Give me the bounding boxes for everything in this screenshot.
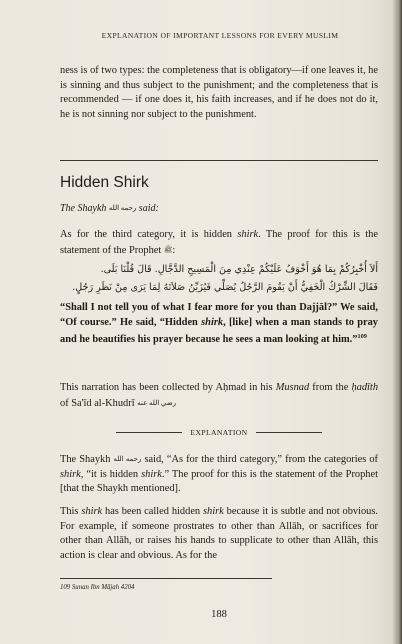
- proof-paragraph: As for the third category, it is hidden shirk. The proof for this is the statement of the Prophet ﷺ:: [60, 229, 378, 256]
- honorific-glyph: رحمه الله: [108, 204, 137, 212]
- explanation-paragraph-1: The Shaykh رحمه الله said, “As for the third category,” from the categories of shirk, “it is hidden shirk.” The proof for this is the statement of the Prophet [that the Shaykh mentioned].: [60, 454, 379, 495]
- footnote: 109 Sunan Ibn Mājah 4204: [60, 584, 135, 591]
- page-shadow-edge: [392, 0, 402, 644]
- explanation-paragraph-2: This shirk has been called hidden shirk because it is subtle and not obvious. For example, if someone prostrates to other than Allāh, or sacrifices for other than Allāh, or raises his hands to supplicate to other than Allāh, this action is clear and obvious. As for the: [60, 506, 379, 561]
- footnote-marker: 109: [357, 333, 367, 341]
- intro-paragraph: ness is of two types: the completeness that is obligatory—if one leaves it, he is sinning and thus subject to the punishment; and the completeness that is recommended — if one does it, his faith increases, and if he does not do it, he is not sinning nor subject to the punishment.: [60, 65, 378, 120]
- arabic-hadith-line-1: أَلاَ أُخْبِرُكُمْ بِمَا هُوَ أَخْوَفُ عَلَيْكُمْ عِنْدِي مِنَ الْمَسِيحِ الدَّجَّالِ. قَالَ قُلْنَا بَلَى.: [100, 264, 378, 275]
- hadith-translation: “Shall I not tell you of what I fear more for you than Dajjāl?” We said, “Of course.” He said, “Hidden shirk, [like] when a man stands to pray and he beautifies his prayer because he sees a man looking at him.”$^{109}$: [60, 302, 378, 346]
- arabic-hadith-line-2: فَقَالَ الشِّرْكُ الْخَفِيُّ أَنْ يَقُومَ الرَّجُلُ يُصَلِّي فَيُزَيِّنُ صَلاَتَهُ لِمَا يَرَى مِنْ نَظَرِ رَجُلٍ.: [72, 282, 378, 293]
- right-rule: [256, 432, 322, 433]
- honorific-glyph: رحمه الله: [113, 455, 142, 463]
- running-head: EXPLANATION OF IMPORTANT LESSONS FOR EVERY MUSLIM: [101, 31, 339, 40]
- companion-honorific-glyph: رضي الله عنه: [137, 398, 177, 407]
- section-divider: [60, 160, 378, 161]
- left-rule: [116, 432, 182, 433]
- narration-paragraph: This narration has been collected by Aḥmad in his Musnad from the ḥadīth of Sa'īd al-Khudrī رضي الله عنه: [60, 382, 379, 409]
- shaykh-attribution: The Shaykh رحمه الله said:: [60, 203, 159, 214]
- page-number: 188: [211, 609, 227, 620]
- prophet-honorific-glyph: ﷺ: [163, 245, 173, 254]
- footnote-divider: [60, 578, 272, 579]
- section-title: Hidden Shirk: [60, 174, 149, 191]
- explanation-label: EXPLANATION: [60, 428, 378, 437]
